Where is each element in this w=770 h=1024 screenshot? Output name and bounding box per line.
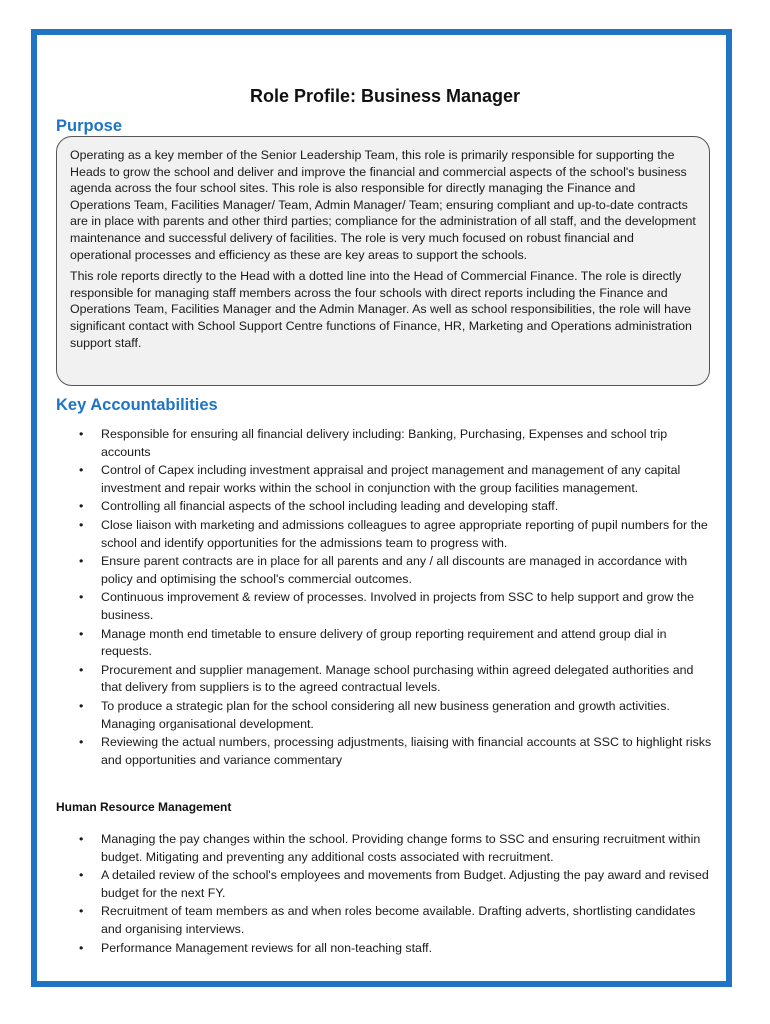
- bullet-icon: •: [79, 735, 84, 750]
- list-item: [56, 553, 716, 588]
- list-item: [56, 734, 716, 769]
- bullet-icon: •: [79, 940, 84, 955]
- list-item-text: Procurement and supplier management. Manage school purchasing within agreed delegated authorities and that delivery from suppliers is to the agreed contractual levels.: [101, 662, 694, 695]
- list-item-text: Recruitment of team members as and when roles become available. Drafting adverts, shortlisting candidates and organising interviews.: [101, 904, 696, 936]
- bullet-icon: •: [79, 463, 84, 478]
- purpose-paragraph: This role reports directly to the Head with a dotted line into the Head of Commercial Finance. The role is directly responsible for managing staff members across the four schools with direct reports including the Finance and Operations Team, Facilities Manager and the Admin Manager. As well as school responsibilities, the role will have significant contact with School Support Centre functions of Finance, HR, Marketing and Operations administration support staff.: [70, 269, 692, 350]
- list-item: [56, 426, 716, 461]
- list-item-text: Close liaison with marketing and admissions colleagues to agree appropriate reporting of pupil numbers for the school and identify opportunities for the admissions team to progress with.: [101, 517, 708, 550]
- list-item: [56, 698, 716, 733]
- purpose-box: [56, 136, 710, 386]
- list-item: [56, 517, 716, 552]
- list-item: [56, 498, 716, 516]
- list-item-text: Manage month end timetable to ensure delivery of group reporting requirement and attend group dial in requests.: [101, 626, 667, 659]
- list-item: [56, 867, 716, 902]
- list-item-text: A detailed review of the school's employees and movements from Budget. Adjusting the pay award and revised budget for the next FY.: [101, 868, 709, 900]
- purpose-heading: Purpose: [56, 117, 123, 135]
- list-item: [56, 589, 716, 624]
- bullet-icon: •: [79, 517, 84, 532]
- bullet-icon: •: [79, 554, 84, 569]
- bullet-icon: •: [79, 832, 84, 846]
- list-item-text: Reviewing the actual numbers, processing adjustments, liaising with financial accounts at SSC to highlight risks and opportunities and variance commentary: [101, 735, 712, 767]
- list-item: [56, 462, 716, 497]
- bullet-icon: •: [79, 590, 84, 605]
- list-item: [56, 903, 716, 938]
- list-item: [56, 662, 716, 697]
- page-title: Role Profile: Business Manager: [249, 86, 521, 106]
- list-item-text: Ensure parent contracts are in place for all parents and any / all discounts are managed in accordance with policy and optimising the school's commercial outcomes.: [101, 554, 688, 586]
- key-accountabilities-list: [56, 426, 716, 770]
- list-item-text: Managing the pay changes within the school. Providing change forms to SSC and ensuring recruitment within budget. Mitigating and preventing any additional costs associated with recruitment.: [101, 832, 701, 864]
- list-item: [56, 831, 716, 866]
- list-item-text: Continuous improvement & review of processes. Involved in projects from SSC to help support and grow the business.: [101, 590, 694, 622]
- bullet-icon: •: [79, 499, 84, 514]
- human-resource-management-heading: Human Resource Management: [56, 800, 232, 814]
- list-item-text: Performance Management reviews for all non-teaching staff.: [101, 940, 433, 955]
- bullet-icon: •: [79, 698, 84, 713]
- bullet-icon: •: [79, 904, 84, 919]
- bullet-icon: •: [79, 662, 84, 677]
- bullet-icon: •: [79, 868, 84, 883]
- bullet-icon: •: [79, 626, 84, 641]
- list-item-text: To produce a strategic plan for the school considering all new business generation and growth activities. Managing organisational development.: [101, 698, 670, 731]
- bullet-icon: •: [79, 427, 84, 441]
- purpose-paragraph: Operating as a key member of the Senior Leadership Team, this role is primarily responsible for supporting the Heads to grow the school and deliver and improve the financial and commercial aspects of the school's business agenda across the four school sites. This role is also responsible for directly managing the Finance and Operations Team, Facilities Manager/ Team, Admin Manager/ Team; ensuring compliant and up-to-date contracts are in place with parents and other third parties; compliance for the administration of all staff, and the development maintenance and successful delivery of facilities. The role is very much focused on robust financial and operational processes and efficiency as these are key areas to support the schools.: [70, 148, 696, 262]
- human-resource-management-list: [56, 831, 716, 958]
- list-item: [56, 626, 716, 661]
- list-item-text: Controlling all financial aspects of the school including leading and developing staff.: [101, 499, 559, 514]
- list-item-text: Responsible for ensuring all financial delivery including: Banking, Purchasing, Expenses and school trip accounts: [101, 427, 668, 459]
- key-accountabilities-heading: Key Accountabilities: [56, 396, 218, 414]
- list-item: [56, 940, 716, 958]
- list-item-text: Control of Capex including investment appraisal and project management and management of any capital investment and repair works within the school in conjunction with the group facilities management.: [101, 463, 681, 495]
